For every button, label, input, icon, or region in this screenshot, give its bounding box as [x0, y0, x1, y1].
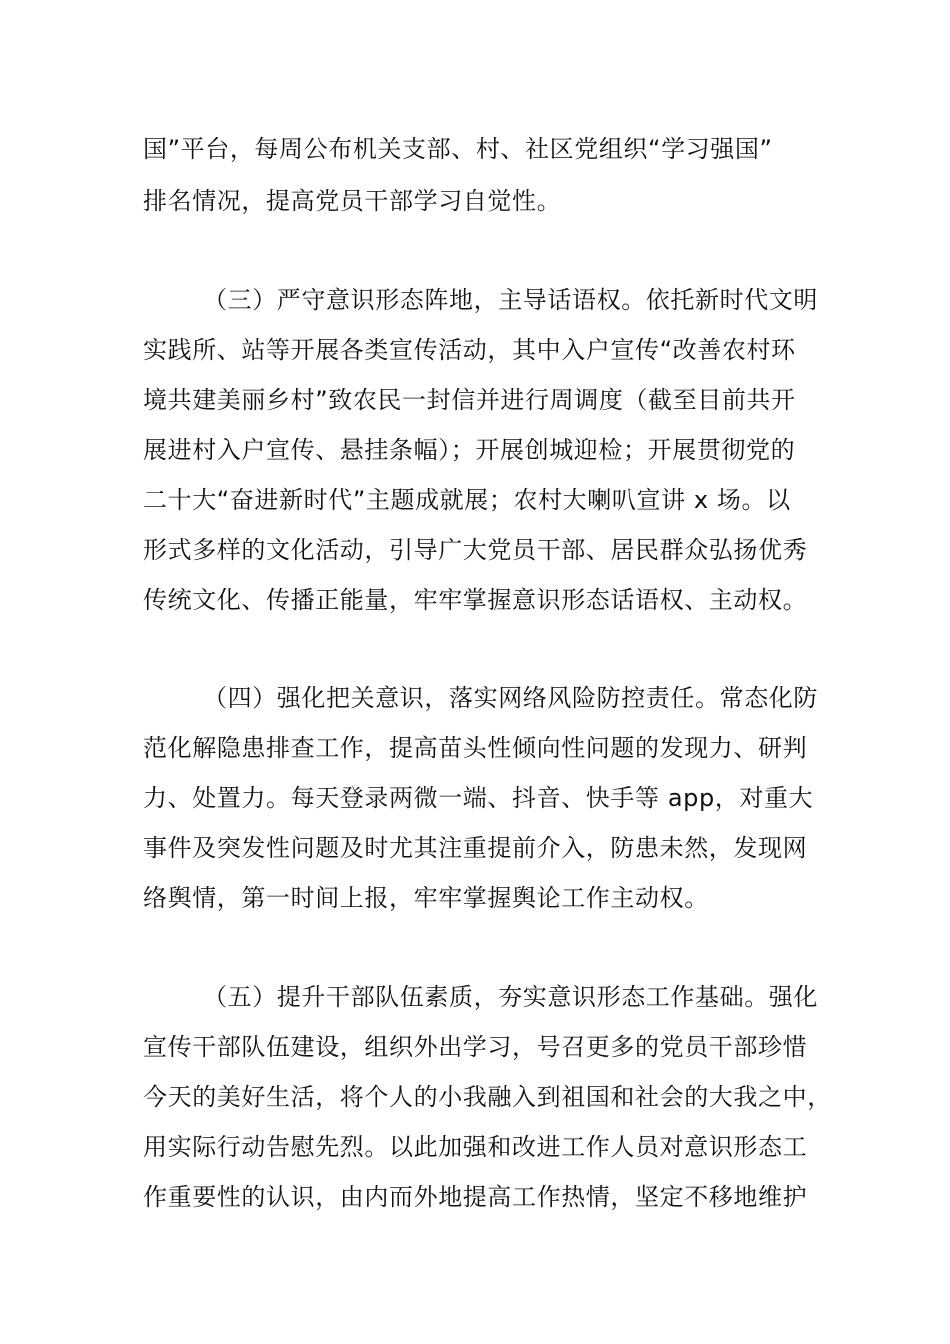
text-line: 作重要性的认识，由内而外地提高工作热情，坚定不移地维护	[143, 1183, 808, 1211]
text-line: 境共建美丽乡村”致农民一封信并进行周调度（截至目前共开	[143, 386, 796, 414]
text-line: 实践所、站等开展各类宣传活动，其中入户宣传“改善农村环	[143, 336, 796, 364]
section-heading-line: （四）强化把关意识，落实网络风险防控责任。常态化防	[203, 684, 818, 712]
text-line: 国”平台，每周公布机关支部、村、社区党组织“学习强国”	[143, 135, 773, 163]
text-line: 范化解隐患排查工作，提高苗头性倾向性问题的发现力、研判	[143, 734, 808, 762]
section-heading-line: （三）严守意识形态阵地，主导话语权。依托新时代文明	[203, 286, 818, 314]
text-line: 力、处置力。每天登录两微一端、抖音、快手等 app，对重大	[143, 784, 814, 812]
text-line: 宣传干部队伍建设，组织外出学习，号召更多的党员干部珍惜	[143, 1033, 808, 1061]
text-line: 排名情况，提高党员干部学习自觉性。	[143, 187, 562, 215]
text-line: 事件及突发性问题及时尤其注重提前介入，防患未然，发现网	[143, 834, 808, 862]
text-line: 传统文化、传播正能量，牢牢掌握意识形态话语权、主动权。	[143, 586, 808, 614]
text-line: 今天的美好生活，将个人的小我融入到祖国和社会的大我之中，	[143, 1083, 832, 1111]
text-line: 形式多样的文化活动，引导广大党员干部、居民群众弘扬优秀	[143, 536, 808, 564]
text-line: 二十大“奋进新时代”主题成就展；农村大喇叭宣讲 x 场。以	[143, 486, 791, 514]
text-line: 络舆情，第一时间上报，牢牢掌握舆论工作主动权。	[143, 884, 709, 912]
text-line: 展进村入户宣传、悬挂条幅）；开展创城迎检；开展贯彻党的	[143, 436, 796, 464]
text-line: 用实际行动告慰先烈。以此加强和改进工作人员对意识形态工	[143, 1133, 808, 1161]
section-heading-line: （五）提升干部队伍素质，夯实意识形态工作基础。强化	[203, 983, 818, 1011]
